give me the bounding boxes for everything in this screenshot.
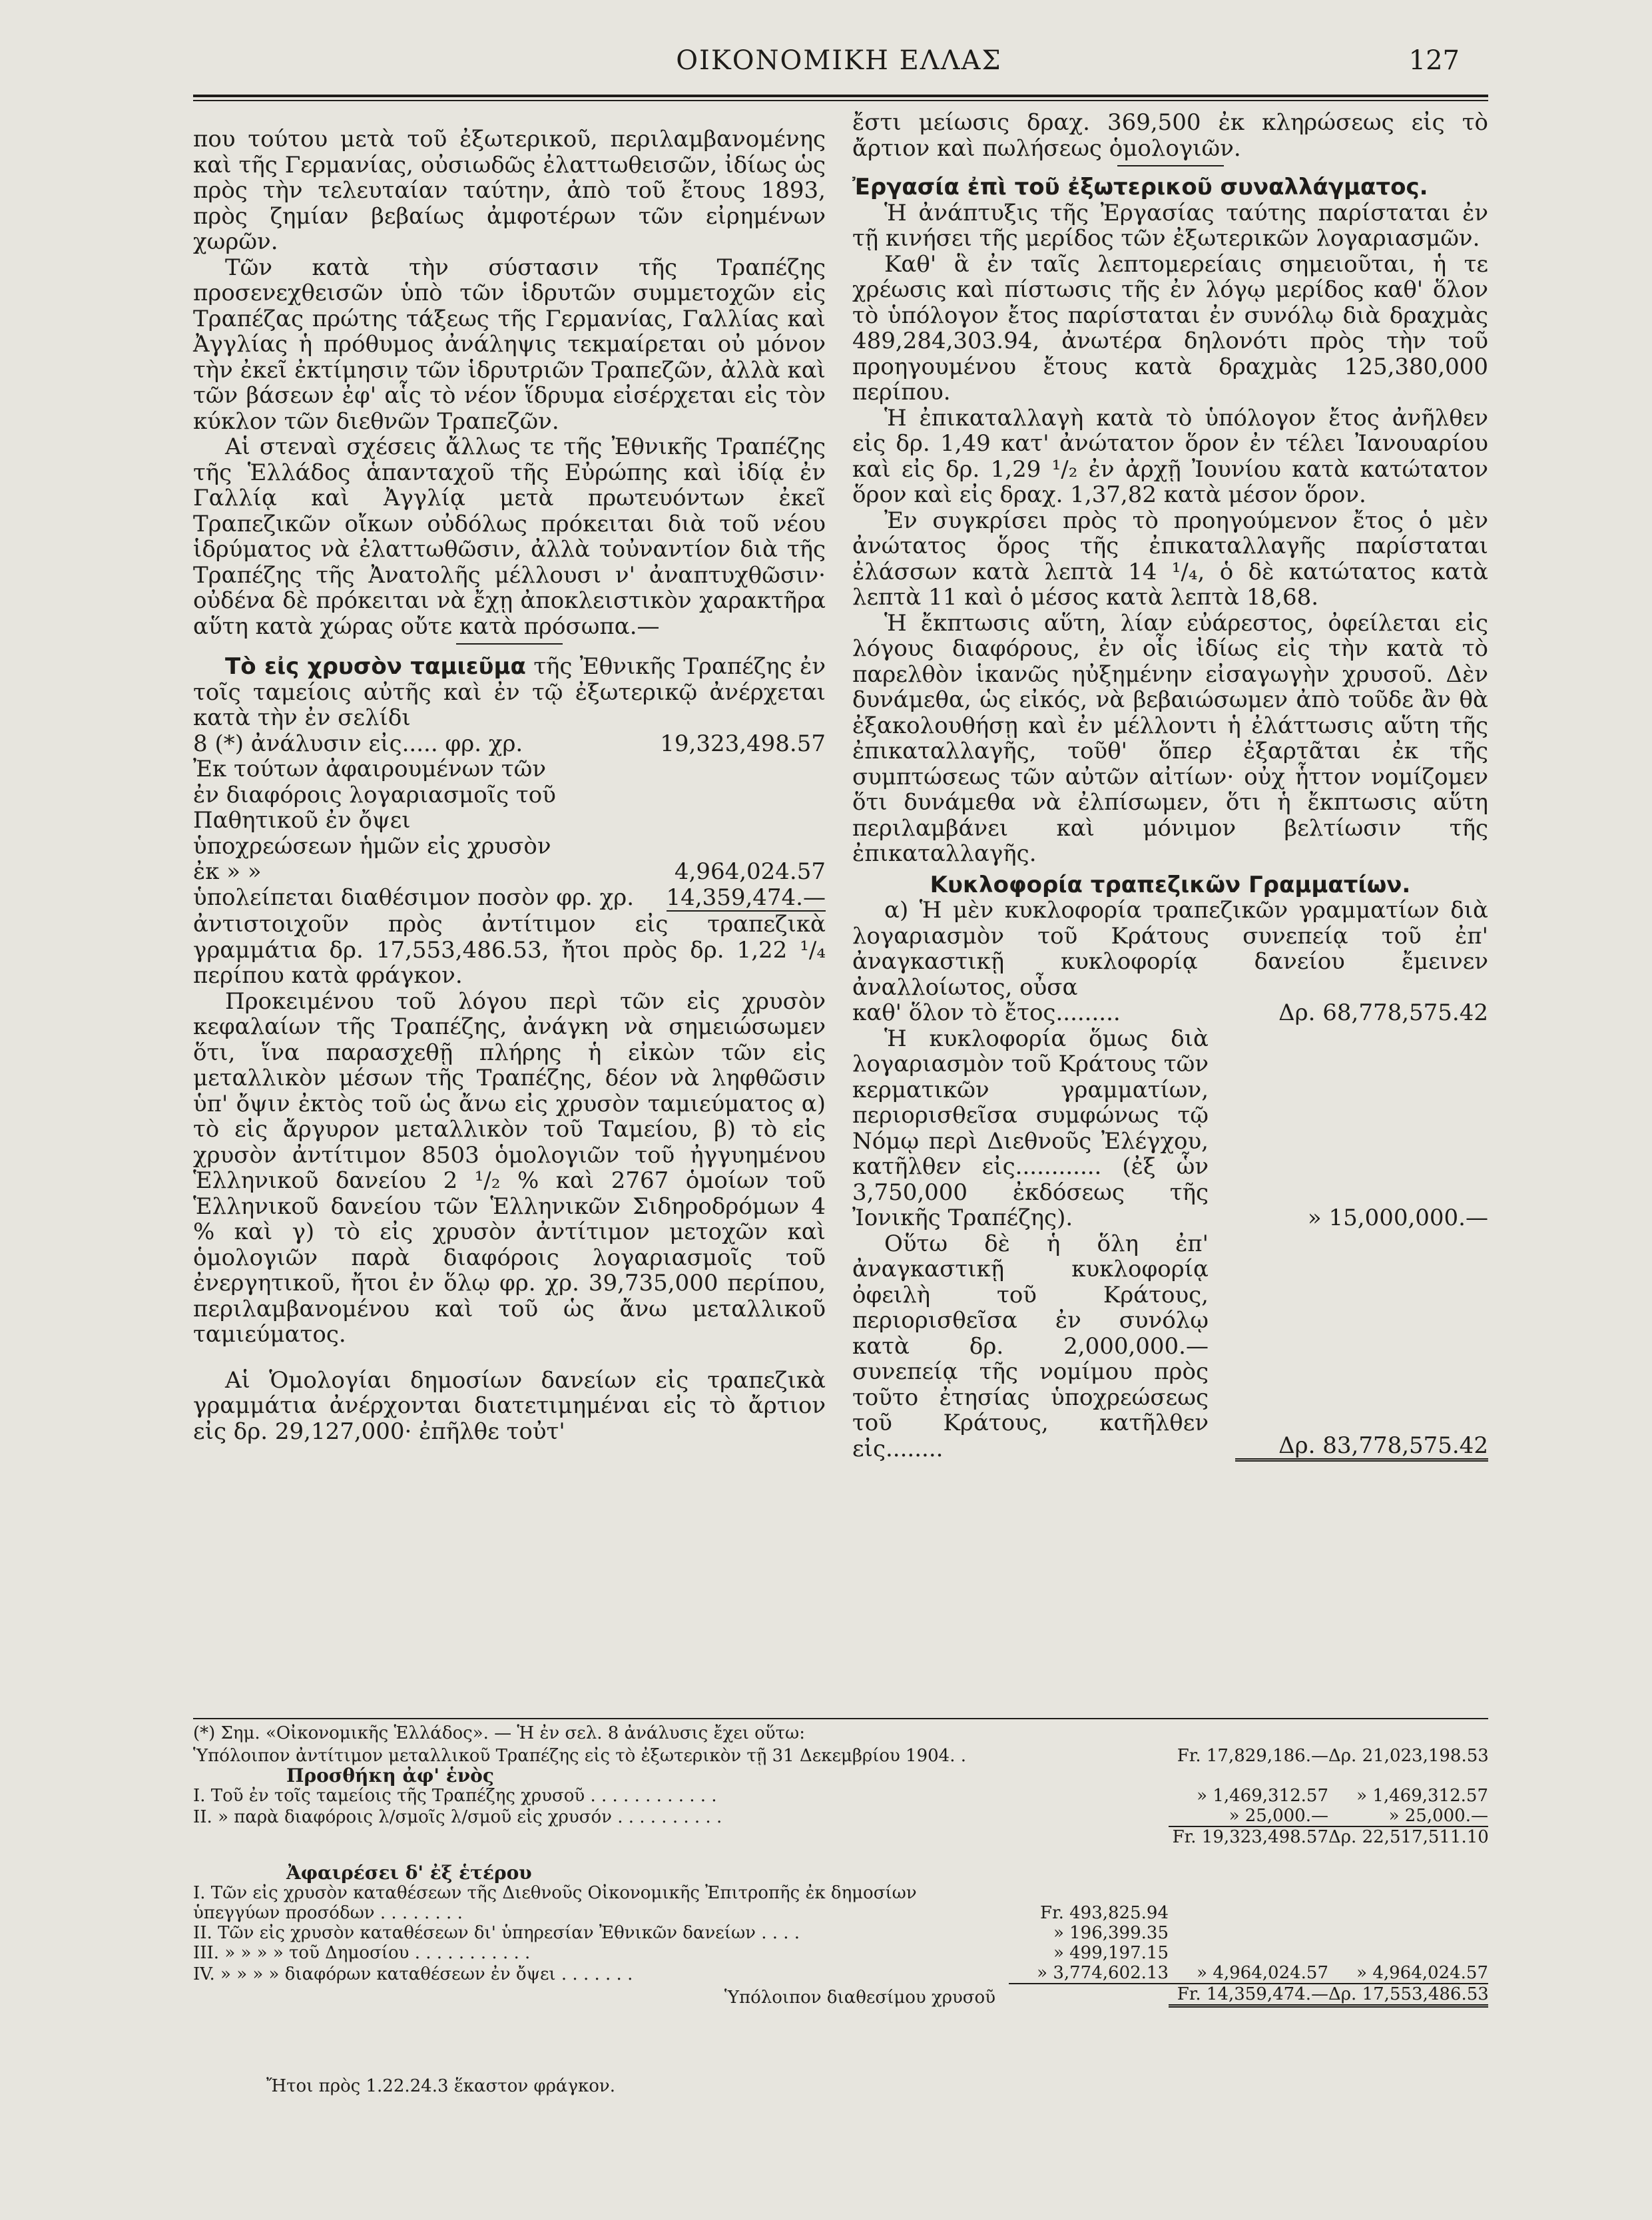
- paragraph: α) Ἡ μὲν κυκλοφορία τραπεζικῶν γραμματίων διὰ λογαριασμὸν τοῦ Κράτους συνεπείᾳ τοῦ ἐπ' ἀναγκαστικῇ κυκλοφορίᾳ δανείου ἔμεινεν ἀναλλοίωτος, οὖσα: [852, 897, 1488, 1001]
- row-label: III. » » » » τοῦ Δημοσίου . . . . . . . . . . .: [193, 1943, 531, 1963]
- row-label: I. Τῶν εἰς χρυσὸν καταθέσεων τῆς Διεθνοῦς Οἰκονομικῆς Ἐπιτροπῆς ἐκ δημοσίων ὑπεγγύων προσόδων . . . . . . . .: [193, 1883, 917, 1923]
- ledger-row: [852, 1026, 1488, 1231]
- footnote-row: [193, 1984, 1488, 2008]
- col-a: » 196,399.35: [1053, 1923, 1169, 1943]
- ledger-value: Δρ. 83,778,575.42: [1235, 1433, 1488, 1462]
- col-b: Fr. 14,359,474.—: [1169, 1984, 1328, 2008]
- col-c: » 25,000.—: [1328, 1806, 1488, 1827]
- footnote-table: [193, 1746, 1488, 2008]
- calc-label: Ἐκ τούτων ἀφαιρουμένων τῶν ἐν διαφόροις λογαριασμοῖς τοῦ Παθητικοῦ ἐν ὄψει ὑποχρεώσεων ἡμῶν εἰς χρυσὸν ἐκ » »: [193, 756, 556, 885]
- row-label: II. » παρὰ διαφόροις λ/σμοῖς λ/σμοῦ εἰς χρυσόν . . . . . . . . . .: [193, 1807, 722, 1827]
- row-label: Ὑπόλοιπον διαθεσίμου χρυσοῦ: [724, 1988, 995, 2008]
- col-a: » 3,774,602.13: [1009, 1963, 1169, 1984]
- ledger-label: Οὕτω δὲ ἡ ὅλη ἐπ' ἀναγκαστικῇ κυκλοφορίᾳ ὀφειλὴ τοῦ Κράτους, περιορισθεῖσα ἐν συνόλῳ κατὰ δρ. 2,000,000.— συνεπείᾳ τῆς νομίμου πρὸς τοῦτο ἐτησίας ὑποχρεώσεως τοῦ Κράτους, κατῆλθεν εἰς........: [852, 1230, 1209, 1462]
- col-c: Δρ. 21,023,198.53: [1328, 1746, 1489, 1766]
- col-c: Δρ. 22,517,511.10: [1328, 1827, 1489, 1847]
- col-b: » 25,000.—: [1169, 1806, 1328, 1827]
- row-label: II. Τῶν εἰς χρυσὸν καταθέσεων δι' ὑπηρεσίαν Ἐθνικῶν δανείων . . . .: [193, 1923, 800, 1943]
- col-b: Fr. 19,323,498.57: [1172, 1827, 1328, 1847]
- section-divider: [456, 643, 563, 645]
- footnote-intro: (*) Σημ. «Οἰκονομικῆς Ἑλλάδος». — Ἡ ἐν σελ. 8 ἀνάλυσις ἔχει οὕτω:: [193, 1723, 805, 1743]
- right-column: [852, 110, 1488, 1462]
- footnote-closing: Ἤτοι πρὸς 1.22.24.3 ἕκαστον φράγκον.: [266, 2076, 615, 2096]
- ledger-label: καθ' ὅλον τὸ ἔτος.........: [852, 999, 1121, 1026]
- footnote-subhead: Προσθήκη ἀφ' ἑνὸς: [286, 1765, 494, 1787]
- calc-row: [193, 731, 826, 757]
- col-c: Δρ. 17,553,486.53: [1328, 1984, 1488, 2008]
- paragraph: [193, 654, 826, 731]
- ledger-value: Δρ. 68,778,575.42: [1278, 999, 1488, 1026]
- footnote-row: [193, 1746, 1488, 1766]
- paragraph: Καθ' ἃ ἐν ταῖς λεπτομερείαις σημειοῦται, ἡ τε χρέωσις καὶ πίστωσις τῆς ἐν λόγῳ μερίδος καθ' ὅλον τὸ ὑπόλογον ἔτος παρίσταται ἐν συνόλῳ διὰ δραχμὰς 489,284,303.94, ἀνωτέρα δηλονότι πρὸς τὴν τοῦ προηγουμένου ἔτους κατὰ δραχμὰς 125,380,000 περίπου.: [852, 250, 1488, 406]
- col-b: » 4,964,024.57: [1169, 1963, 1328, 1984]
- col-b: Fr. 17,829,186.—: [1177, 1746, 1328, 1766]
- calc-value: 4,964,024.57: [674, 858, 826, 885]
- footnote-subhead: Ἀφαιρέσει δ' ἐξ ἑτέρου: [286, 1862, 532, 1884]
- col-c: » 1,469,312.57: [1356, 1786, 1488, 1806]
- paragraph: Τῶν κατὰ τὴν σύστασιν τῆς Τραπέζης προσενεχθεισῶν ὑπὸ τῶν ἱδρυτῶν συμμετοχῶν εἰς Τραπέζας πρώτης τάξεως τῆς Γερμανίας, Γαλλίας καὶ Ἀγγλίας ἡ πρόθυμος ἀνάληψις τεκμαίρεται οὐ μόνον τὴν ἐκεῖ ἐκτίμησιν τῶν ἱδρυτριῶν Τραπεζῶν, ἀλλὰ καὶ τῶν βάσεων ἐφ' αἷς τὸ νέον ἵδρυμα εἰσέρχεται εἰς τὸν κύκλον τῶν διεθνῶν Τραπεζῶν.: [193, 254, 826, 435]
- footnote-row: [193, 1963, 1488, 1984]
- run-in-heading: Τὸ εἰς χρυσὸν ταμιεῦμα: [225, 653, 526, 680]
- col-a: » 499,197.15: [1053, 1943, 1169, 1963]
- footnote-row: [193, 1883, 1488, 1923]
- calc-value: 19,323,498.57: [660, 730, 826, 757]
- row-label: I. Τοῦ ἐν τοῖς ταμείοις τῆς Τραπέζης χρυσοῦ . . . . . . . . . . . .: [193, 1786, 717, 1806]
- paragraph-text: τῆς Ἐθνικῆς Τραπέζης ἐν τοῖς ταμείοις αὐτῆς καὶ ἐν τῷ ἐξωτερικῷ ἀνέρχεται κατὰ τὴν ἐν σελίδι: [193, 653, 826, 731]
- ledger-label: Ἡ κυκλοφορία ὅμως διὰ λογαριασμὸν τοῦ Κράτους τῶν κερματικῶν γραμματίων, περιορισθεῖσα συμφώνως τῷ Νόμῳ περὶ Διεθνοῦς Ἐλέγχου, κατῆλθεν εἰς............ (ἐξ ὧν 3,750,000 ἐκδόσεως τῆς Ἰονικῆς Τραπέζης).: [852, 1025, 1209, 1231]
- paragraph: Ἡ ἀνάπτυξις τῆς Ἐργασίας ταύτης παρίσταται ἐν τῇ κινήσει τῆς μερίδος τῶν ἐξωτερικῶν λογαριασμῶν.: [852, 199, 1488, 252]
- ledger-value: » 15,000,000.—: [1307, 1205, 1488, 1231]
- section-heading: Ἐργασία ἐπὶ τοῦ ἐξωτερικοῦ συναλλάγματος.: [852, 174, 1428, 200]
- calc-label: 8 (*) ἀνάλυσιν εἰς..... φρ. χρ.: [193, 730, 523, 757]
- section-divider: [1117, 165, 1224, 166]
- header-rule-thin: [193, 100, 1488, 101]
- page-title: ΟΙΚΟΝΟΜΙΚΗ ΕΛΛΑΣ: [676, 45, 1002, 76]
- paragraph: Ἡ ἐπικαταλλαγὴ κατὰ τὸ ὑπόλογον ἔτος ἀνῆλθεν εἰς δρ. 1,49 κατ' ἀνώτατον ὅρον ἐν τέλει Ἰανουαρίου καὶ εἰς δρ. 1,29 ¹/₂ ἐν ἀρχῇ Ἰουνίου κατὰ κατώτατον ὅρον καὶ εἰς δραχ. 1,37,82 κατὰ μέσον ὅρον.: [852, 404, 1488, 508]
- paragraph: ἀντιστοιχοῦν πρὸς ἀντίτιμον εἰς τραπεζικὰ γραμμάτια δρ. 17,553,486.53, ἤτοι πρὸς δρ. 1,22 ¹/₄ περίπου κατὰ φράγκον.: [193, 911, 826, 989]
- footnote-row: [193, 1923, 1488, 1943]
- paragraph: Ἐν συγκρίσει πρὸς τὸ προηγούμενον ἔτος ὁ μὲν ἀνώτατος ὅρος τῆς ἐπικαταλλαγῆς παρίσταται ἐλάσσων κατὰ λεπτὰ 14 ¹/₄, ὁ δὲ κατώτατος κατὰ λεπτὰ 11 καὶ ὁ μέσος κατὰ λεπτὰ 18,68.: [852, 507, 1488, 611]
- header-rule: [193, 95, 1488, 97]
- calc-row: [193, 756, 826, 885]
- ledger-row: [852, 1231, 1488, 1462]
- running-header: [193, 41, 1485, 81]
- page-number: 127: [1408, 45, 1460, 76]
- col-b: » 1,469,312.57: [1197, 1786, 1328, 1806]
- footnote-row: [193, 1806, 1488, 1827]
- row-label: IV. » » » » διαφόρων καταθέσεων ἐν ὄψει . . . . . . .: [193, 1964, 633, 1984]
- calc-row: [193, 885, 826, 912]
- paragraph: Αἱ στεναὶ σχέσεις ἄλλως τε τῆς Ἐθνικῆς Τραπέζης τῆς Ἑλλάδος ἁπανταχοῦ τῆς Εὐρώπης καὶ ἰδίᾳ ἐν Γαλλίᾳ καὶ Ἀγγλίᾳ μετὰ πρωτευόντων ἐκεῖ Τραπεζικῶν οἴκων οὐδόλως πρόκειται διὰ τοῦ νέου ἱδρύματος νὰ ἐλαττωθῶσιν, ἀλλὰ τοὐναντίον διὰ τῆς Τραπέζης τῆς Ἀνατολῆς μέλλουσι ν' ἀναπτυχθῶσιν· οὐδένα δὲ πρόκειται νὰ ἔχῃ ἀποκλειστικὸν χαρακτῆρα αὕτη κατὰ χώρας οὔτε κατὰ πρόσωπα.—: [193, 433, 826, 640]
- left-column: [193, 127, 826, 1444]
- ledger-row: [852, 1000, 1488, 1026]
- footnote-row: [193, 1943, 1488, 1963]
- calc-label: ὑπολείπεται διαθέσιμον ποσὸν φρ. χρ.: [193, 884, 635, 911]
- calc-value: 14,359,474.—: [666, 884, 826, 911]
- footnote-row: [193, 1786, 1488, 1806]
- paragraph: Προκειμένου τοῦ λόγου περὶ τῶν εἰς χρυσὸν κεφαλαίων τῆς Τραπέζης, ἀνάγκη νὰ σημειώσωμεν ὅτι, ἵνα παρασχεθῇ πλήρης ἡ εἰκὼν τῶν εἰς μεταλλικὸν μέσων τῆς Τραπέζης, δέον νὰ ληφθῶσιν ὑπ' ὄψιν ἐκτὸς τοῦ ὡς ἄνω εἰς χρυσὸν ταμιεύματος α) τὸ εἰς ἄργυρον μεταλλικὸν τοῦ Ταμείου, β) τὸ εἰς χρυσὸν ἀντίτιμον 8503 ὁμολογιῶν τοῦ ἠγγυημένου Ἑλληνικοῦ δανείου 2 ¹/₂ % καὶ 2767 ὁμοίων τοῦ Ἑλληνικοῦ δανείου τῶν Ἑλληνικῶν Σιδηροδρόμων 4 % καὶ γ) τὸ εἰς χρυσὸν ἀντίτιμον μετοχῶν καὶ ὁμολογιῶν παρὰ διαφόροις λογαριασμοῖς τοῦ ἐνεργητικοῦ, ἤτοι ἐν ὅλῳ φρ. χρ. 39,735,000 περίπου, περιλαμβανομένου καὶ τοῦ ὡς ἄνω μεταλλικοῦ ταμιεύματος.: [193, 987, 826, 1348]
- col-a: Fr. 493,825.94: [1039, 1903, 1169, 1923]
- row-label: Ὑπόλοιπον ἀντίτιμον μεταλλικοῦ Τραπέζης εἰς τὸ ἐξωτερικὸν τῇ 31 Δεκεμβρίου 1904. .: [193, 1746, 967, 1766]
- footnote-row: [193, 1827, 1488, 1847]
- paragraph: Ἡ ἔκπτωσις αὕτη, λίαν εὐάρεστος, ὀφείλεται εἰς λόγους διαφόρους, ἐν οἷς ἰδίως εἰς τὴν κατὰ τὸ παρελθὸν ἱκανῶς ηὐξημένην εἰσαγωγὴν χρυσοῦ. Δὲν δυνάμεθα, ὡς εἰκός, νὰ βεβαιώσωμεν ἀπὸ τοῦδε ἂν θὰ ἐξακολουθήσῃ καὶ ἐν μέλλοντι ἡ ἐλάττωσις αὕτη τῆς ἐπικαταλλαγῆς, τοῦθ' ὅπερ ἐξαρτᾶται ἐκ τῆς συμπτώσεως τῶν αὐτῶν αἰτίων· οὐχ ἧττον νομίζομεν ὅτι δυνάμεθα νὰ ἐλπίσωμεν, ὅτι ἡ ἔκπτωσις αὕτη περιλαμβάνει καὶ μόνιμον βελτίωσιν τῆς ἐπικαταλλαγῆς.: [852, 609, 1488, 867]
- paragraph: Αἱ Ὁμολογίαι δημοσίων δανείων εἰς τραπεζικὰ γραμμάτια ἀνέρχονται διατετιμημέναι εἰς τὸ ἄρτιον εἰς δρ. 29,127,000· ἐπῆλθε τοὐτ': [193, 1366, 826, 1445]
- paragraph: ἔστι μείωσις δραχ. 369,500 ἐκ κληρώσεως εἰς τὸ ἄρτιον καὶ πωλήσεως ὁμολογιῶν.: [852, 109, 1488, 162]
- col-c: » 4,964,024.57: [1328, 1963, 1488, 1984]
- footnote-rule: [193, 1718, 1488, 1719]
- section-heading: Κυκλοφορία τραπεζικῶν Γραμματίων.: [930, 871, 1411, 898]
- paragraph: που τούτου μετὰ τοῦ ἐξωτερικοῦ, περιλαμβανομένης καὶ τῆς Γερμανίας, οὐσιωδῶς ἐλαττωθεισῶν, ἰδίως ὡς πρὸς τὴν τελευταίαν ταύτην, ἀπὸ τοῦ ἔτους 1893, πρὸς ζημίαν βεβαίως ἀμφοτέρων τῶν εἰρημένων χωρῶν.: [193, 126, 826, 255]
